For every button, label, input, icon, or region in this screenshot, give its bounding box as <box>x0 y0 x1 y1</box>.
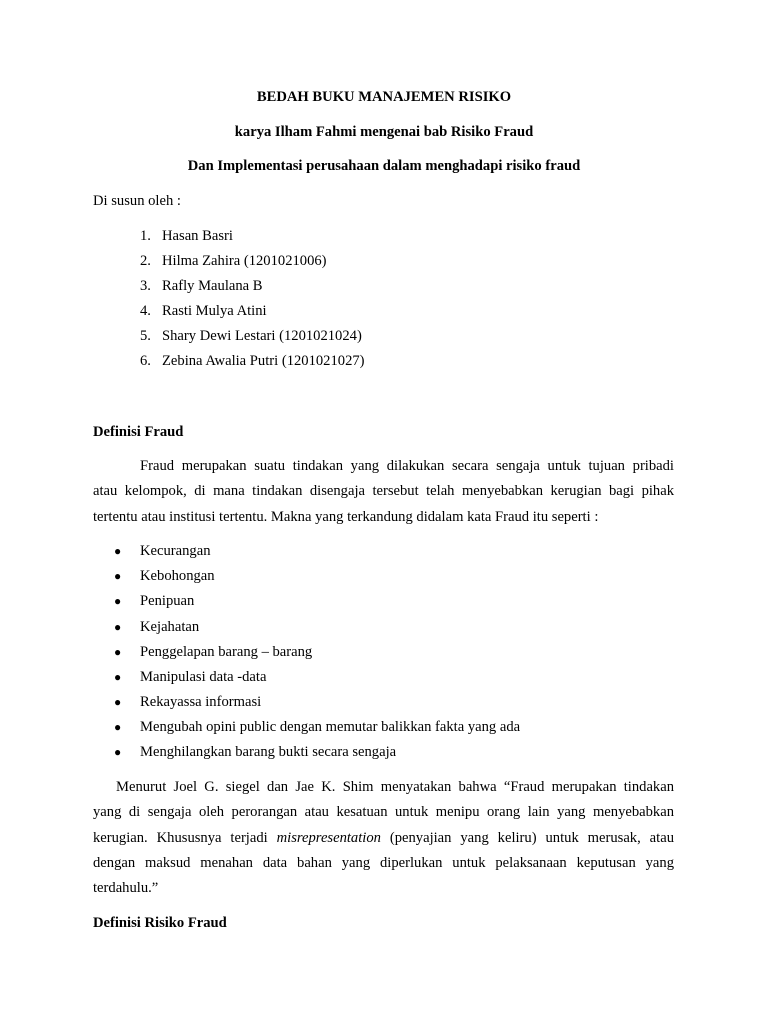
list-number: 3. <box>140 278 151 294</box>
document-title: BEDAH BUKU MANAJEMEN RISIKO <box>256 89 512 105</box>
author-name: Rasti Mulya Atini <box>162 303 267 319</box>
list-number: 2. <box>140 253 151 269</box>
document-subtitle: karya Ilham Fahmi mengenai bab Risiko Fraud <box>234 124 534 140</box>
author-name: Rafly Maulana B <box>162 278 263 294</box>
paragraph-line: dengan maksud menahan data bahan yang diperlukan untuk pelaksanaan keputusan yang <box>93 854 674 871</box>
section-heading-definisi-risiko-fraud: Definisi Risiko Fraud <box>93 915 227 931</box>
bullet-text: Mengubah opini public dengan memutar balikkan fakta yang ada <box>140 719 521 735</box>
authors-label: Di susun oleh : <box>93 193 181 209</box>
bullet-icon: ● <box>114 720 122 734</box>
paragraph-line: yang di sengaja oleh perorangan atau kesatuan untuk menipu orang lain yang menyebabkan <box>93 804 674 821</box>
bullet-text: Manipulasi data -data <box>140 669 267 685</box>
bullet-text: Kecurangan <box>140 543 211 559</box>
paragraph-line: Menurut Joel G. siegel dan Jae K. Shim menyatakan bahwa “Fraud merupakan tindakan <box>116 779 674 795</box>
bullet-icon: ● <box>114 695 122 709</box>
author-name: Hasan Basri <box>162 228 233 244</box>
paragraph-line: atau kelompok, di mana tindakan disengaja tersebut telah menyebabkan kerugian bagi pihak <box>93 483 674 500</box>
bullet-icon: ● <box>114 594 122 608</box>
author-name: Shary Dewi Lestari (1201021024) <box>162 328 362 344</box>
paragraph-line: tertentu atau institusi tertentu. Makna yang terkandung didalam kata Fraud itu seperti : <box>93 508 599 525</box>
bullet-icon: ● <box>114 745 122 759</box>
list-number: 6. <box>140 353 151 369</box>
bullet-text: Penipuan <box>140 593 195 609</box>
paragraph-line <box>93 826 674 851</box>
author-name: Hilma Zahira (1201021006) <box>162 253 327 269</box>
bullet-text: Kejahatan <box>140 619 200 635</box>
paragraph-line: terdahulu.” <box>93 880 159 897</box>
list-number: 4. <box>140 303 151 319</box>
bullet-icon: ● <box>114 544 122 558</box>
list-number: 5. <box>140 328 151 344</box>
bullet-text: Rekayassa informasi <box>140 694 262 710</box>
paragraph-text: kerugian. Khususnya terjadi <box>93 829 277 846</box>
document-subtitle-2: Dan Implementasi perusahaan dalam menghadapi risiko fraud <box>187 158 581 174</box>
bullet-text: Kebohongan <box>140 568 215 584</box>
paragraph-line: Fraud merupakan suatu tindakan yang dilakukan secara sengaja untuk tujuan pribadi <box>140 458 674 474</box>
bullet-text: Menghilangkan barang bukti secara sengaja <box>140 744 397 760</box>
author-name: Zebina Awalia Putri (1201021027) <box>162 353 365 369</box>
emphasis-text: misrepresentation <box>276 829 381 846</box>
list-number: 1. <box>140 228 151 244</box>
section-heading-definisi-fraud: Definisi Fraud <box>93 424 184 440</box>
paragraph-text: (penyajian yang keliru) untuk merusak, atau <box>380 829 674 846</box>
fraud-definition-paragraph <box>93 454 674 530</box>
quote-paragraph <box>93 775 674 901</box>
bullet-icon: ● <box>114 569 122 583</box>
bullet-text: Penggelapan barang – barang <box>140 644 313 660</box>
bullet-icon: ● <box>114 645 122 659</box>
bullet-icon: ● <box>114 670 122 684</box>
bullet-icon: ● <box>114 620 122 634</box>
